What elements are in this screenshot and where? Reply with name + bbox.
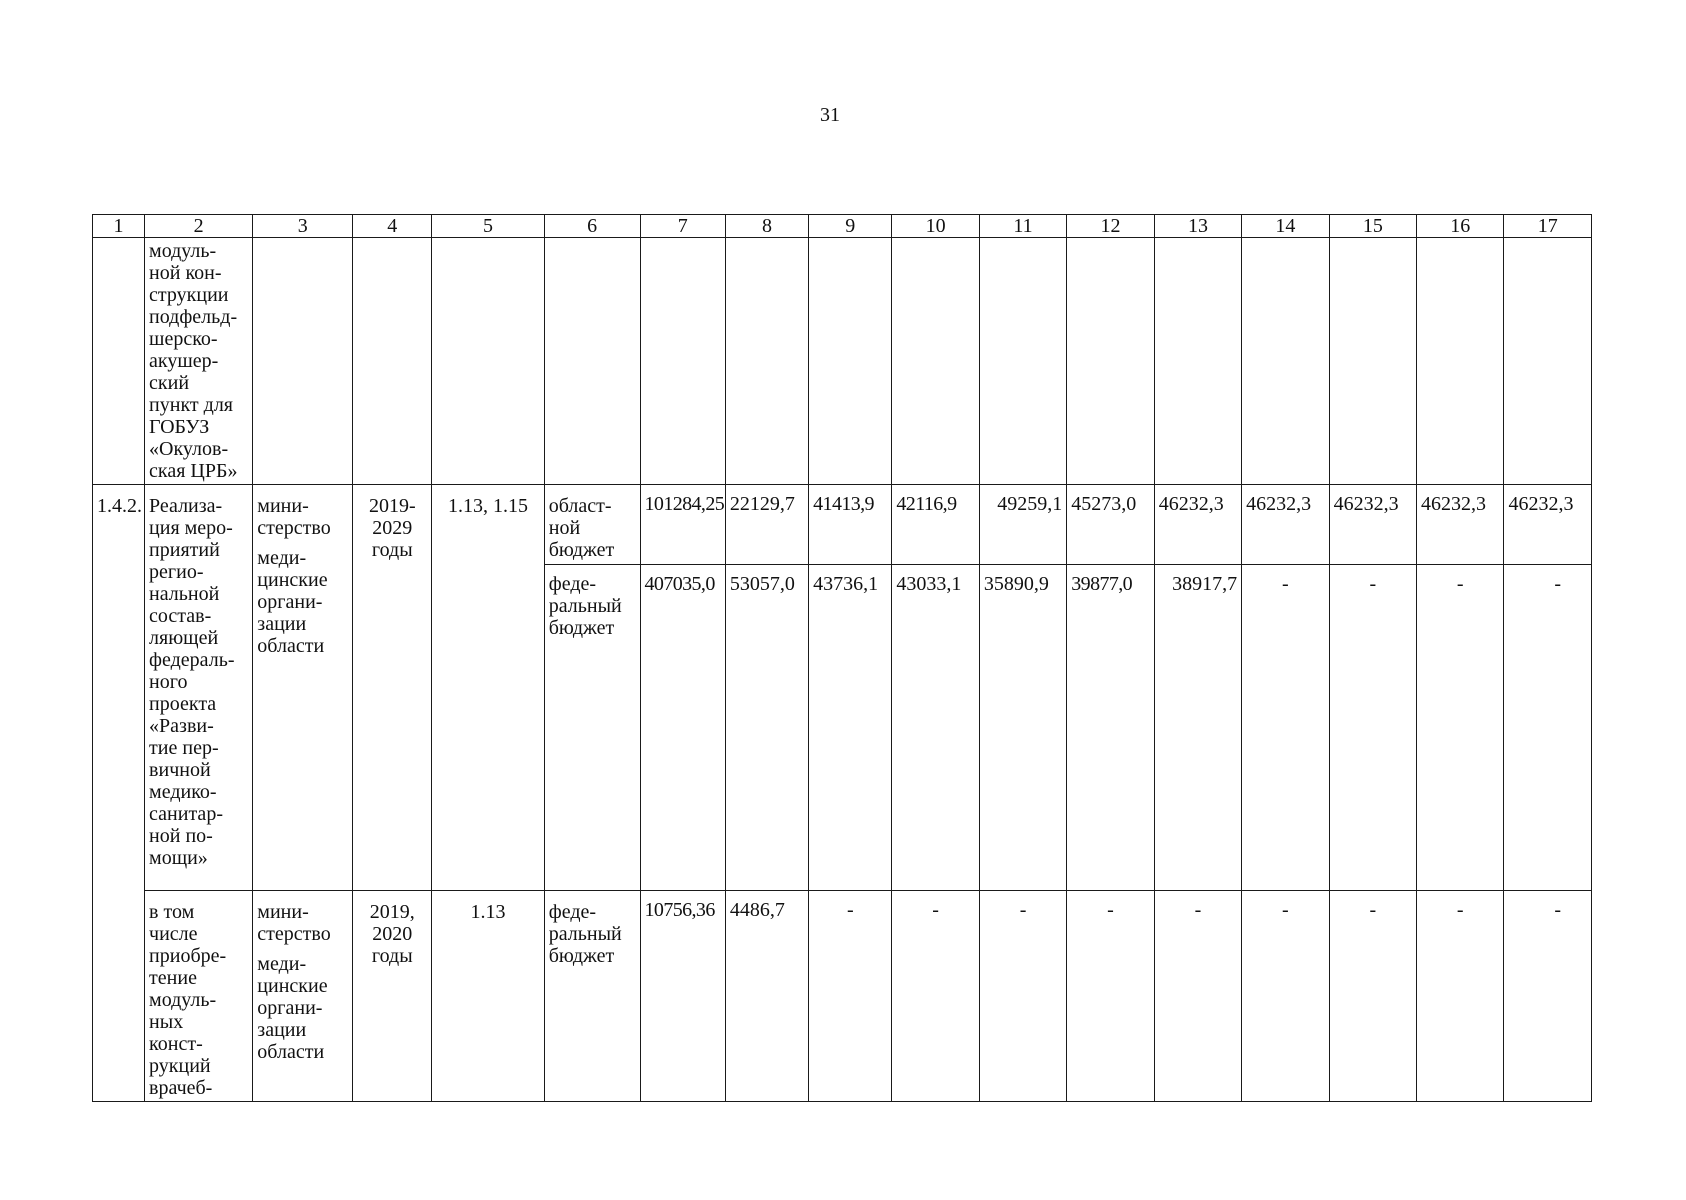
funding-source: феде- ральный бюджет bbox=[544, 891, 640, 1102]
header-cell: 1 bbox=[93, 215, 145, 238]
value-cell: 53057,0 bbox=[725, 565, 808, 891]
header-cell: 6 bbox=[544, 215, 640, 238]
value-cell: 35890,9 bbox=[979, 565, 1066, 891]
empty-cell bbox=[892, 238, 979, 485]
value-cell: 49259,1 bbox=[979, 485, 1066, 565]
column-number-row bbox=[93, 215, 1592, 238]
value-cell: 46232,3 bbox=[1329, 485, 1416, 565]
indicators: 1.13 bbox=[432, 891, 544, 1102]
value-cell: 46232,3 bbox=[1417, 485, 1504, 565]
indicators: 1.13, 1.15 bbox=[432, 485, 544, 891]
header-cell: 17 bbox=[1504, 215, 1592, 238]
value-cell: - bbox=[1154, 891, 1241, 1102]
value-cell: - bbox=[1329, 891, 1416, 1102]
period: 2019, 2020 годы bbox=[353, 891, 432, 1102]
value-cell: 41413,9 bbox=[809, 485, 892, 565]
activity-name: Реализа- ция меро- приятий регио- нальной состав- ляющей федераль- ного проекта «Разви- тие пер- вичной медико- санитар- ной по- мощи» bbox=[145, 485, 253, 891]
empty-cell bbox=[640, 238, 725, 485]
empty-cell bbox=[253, 238, 353, 485]
header-cell: 8 bbox=[725, 215, 808, 238]
header-cell: 13 bbox=[1154, 215, 1241, 238]
value-cell: 46232,3 bbox=[1504, 485, 1592, 565]
continuation-row bbox=[93, 238, 1592, 485]
page-number: 31 bbox=[820, 104, 840, 126]
header-cell: 14 bbox=[1242, 215, 1329, 238]
header-cell: 5 bbox=[432, 215, 544, 238]
value-cell: 45273,0 bbox=[1067, 485, 1154, 565]
empty-cell bbox=[1154, 238, 1241, 485]
value-cell: - bbox=[1417, 891, 1504, 1102]
value-cell: - bbox=[1242, 891, 1329, 1102]
empty-cell bbox=[432, 238, 544, 485]
header-cell: 7 bbox=[640, 215, 725, 238]
period: 2019- 2029 годы bbox=[353, 485, 432, 891]
header-cell: 10 bbox=[892, 215, 979, 238]
value-cell: - bbox=[1067, 891, 1154, 1102]
table-row-regional bbox=[93, 485, 1592, 565]
budget-table bbox=[92, 214, 1592, 1102]
value-cell: 4486,7 bbox=[725, 891, 808, 1102]
empty-cell bbox=[1329, 238, 1416, 485]
empty-cell bbox=[544, 238, 640, 485]
funding-source: феде- ральный бюджет bbox=[544, 565, 640, 891]
empty-cell bbox=[353, 238, 432, 485]
value-cell: - bbox=[1504, 891, 1592, 1102]
funding-source: област- ной бюджет bbox=[544, 485, 640, 565]
empty-cell bbox=[1417, 238, 1504, 485]
value-cell: - bbox=[892, 891, 979, 1102]
header-cell: 3 bbox=[253, 215, 353, 238]
header-cell: 9 bbox=[809, 215, 892, 238]
empty-cell bbox=[1242, 238, 1329, 485]
value-cell: 10756,36 bbox=[640, 891, 725, 1102]
table-row-including bbox=[93, 891, 1592, 1102]
row-number: 1.4.2. bbox=[93, 485, 145, 1102]
value-cell: - bbox=[979, 891, 1066, 1102]
header-cell: 2 bbox=[145, 215, 253, 238]
value-cell: 46232,3 bbox=[1154, 485, 1241, 565]
value-cell: - bbox=[1504, 565, 1592, 891]
header-cell: 15 bbox=[1329, 215, 1416, 238]
activity-name: в том числе приобре- тение модуль- ных конст- рукций врачеб- bbox=[145, 891, 253, 1102]
value-cell: - bbox=[1417, 565, 1504, 891]
empty-cell bbox=[809, 238, 892, 485]
value-cell: - bbox=[1329, 565, 1416, 891]
executor-ministry: мини- стерство bbox=[257, 495, 331, 539]
value-cell: - bbox=[809, 891, 892, 1102]
empty-cell bbox=[1067, 238, 1154, 485]
empty-cell bbox=[1504, 238, 1592, 485]
value-cell: 42116,9 bbox=[892, 485, 979, 565]
value-cell: 43033,1 bbox=[892, 565, 979, 891]
value-cell: 38917,7 bbox=[1154, 565, 1241, 891]
value-cell: 43736,1 bbox=[809, 565, 892, 891]
empty-cell bbox=[93, 238, 145, 485]
executor-cell bbox=[253, 891, 353, 1102]
header-cell: 12 bbox=[1067, 215, 1154, 238]
header-cell: 4 bbox=[353, 215, 432, 238]
empty-cell bbox=[725, 238, 808, 485]
continuation-text: модуль- ной кон- струкции подфельд- шерско- акушер- ский пункт для ГОБУЗ «Окулов- ская ЦРБ» bbox=[145, 238, 253, 485]
empty-cell bbox=[979, 238, 1066, 485]
header-cell: 16 bbox=[1417, 215, 1504, 238]
executor-organizations: меди- цинские органи- зации области bbox=[257, 547, 328, 657]
value-cell: 407035,0 bbox=[640, 565, 725, 891]
executor-cell bbox=[253, 485, 353, 891]
value-cell: 101284,25 bbox=[640, 485, 725, 565]
value-cell: 39877,0 bbox=[1067, 565, 1154, 891]
header-cell: 11 bbox=[979, 215, 1066, 238]
value-cell: 46232,3 bbox=[1242, 485, 1329, 565]
value-cell: - bbox=[1242, 565, 1329, 891]
executor-organizations: меди- цинские органи- зации области bbox=[257, 953, 328, 1063]
value-cell: 22129,7 bbox=[725, 485, 808, 565]
executor-ministry: мини- стерство bbox=[257, 901, 331, 945]
